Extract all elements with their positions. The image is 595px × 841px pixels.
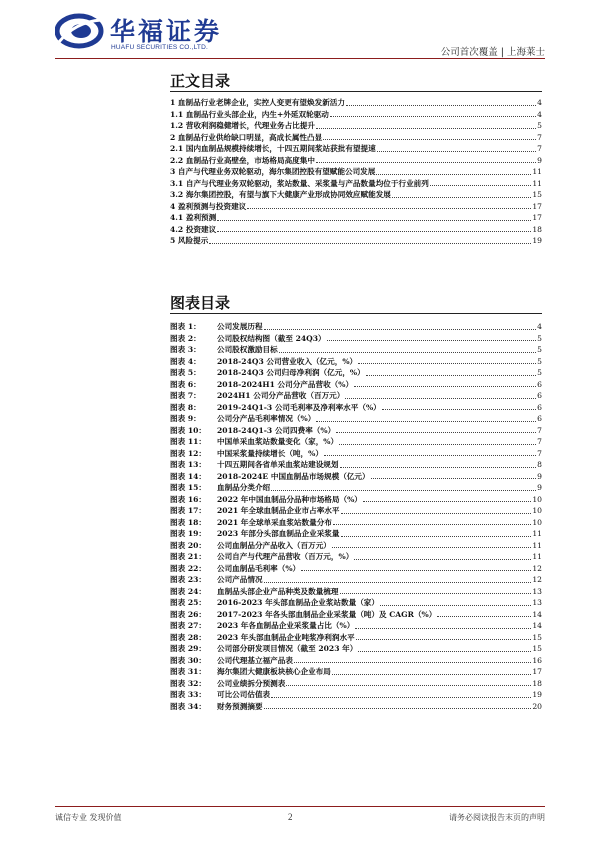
leader-dots: [358, 650, 531, 652]
leader-dots: [371, 477, 537, 479]
figure-entry-title: [170, 494, 362, 506]
figure-entry[interactable]: [170, 379, 542, 391]
leader-dots: [217, 230, 531, 232]
figure-entry-page: 5: [537, 345, 542, 354]
toc-entry[interactable]: [170, 109, 542, 121]
leader-dots: [301, 569, 531, 571]
figure-caption: 2021 年全球单采血浆站数量分布: [217, 517, 332, 527]
figure-entry[interactable]: [170, 620, 542, 632]
toc-entry-title: 4.1 盈利预测: [170, 213, 217, 222]
figure-caption: 公司股权结构图（截至 24Q3）: [217, 333, 326, 343]
leader-dots: [392, 196, 531, 198]
leader-dots: [333, 523, 531, 525]
figure-entry-page: 12: [532, 563, 542, 573]
figure-number: 图表 11：: [170, 437, 206, 446]
figure-entry[interactable]: [170, 574, 542, 586]
toc-entry-page: 17: [532, 213, 542, 222]
toc-entry[interactable]: [170, 224, 542, 236]
figure-entry-title: [170, 448, 323, 460]
leader-dots: [279, 351, 536, 353]
figure-entry[interactable]: [170, 367, 542, 379]
figure-entry-title: [170, 689, 270, 701]
leader-dots: [327, 339, 537, 341]
toc-entry[interactable]: [170, 132, 542, 144]
leader-dots: [264, 328, 537, 330]
figure-entry[interactable]: [170, 666, 542, 678]
figure-entry-title: [170, 390, 344, 402]
toc-entry-page: 4: [537, 109, 542, 119]
figure-entry-page: 20: [532, 701, 542, 711]
figure-entry-title: [170, 471, 370, 483]
figure-entry-page: 10: [532, 494, 542, 504]
figure-entry[interactable]: [170, 448, 542, 460]
leader-dots: [430, 184, 531, 186]
figure-caption: 公司血制品分产品收入（百万元）: [217, 540, 331, 550]
toc-entry-title: 3 自产与代理业务双轮驱动，海尔集团控股有望赋能公司发展: [170, 167, 376, 176]
figure-entry[interactable]: [170, 333, 542, 345]
toc-entry[interactable]: [170, 120, 542, 132]
report-type-label: 公司首次覆盖 | 上海莱士: [440, 47, 545, 58]
toc-entry-page: 7: [537, 132, 542, 142]
footer-divider: [55, 806, 545, 807]
figure-number: 图表 1：: [170, 322, 201, 331]
toc-entry[interactable]: [170, 189, 542, 201]
footer-slogan: 诚信专业 发现价值: [55, 813, 122, 822]
toc-entry-title: 2 血制品行业供给缺口明显，高成长属性凸显: [170, 132, 323, 142]
toc-entry[interactable]: [170, 178, 542, 190]
figure-entry-title: [170, 517, 332, 529]
figure-entry-page: 17: [532, 667, 542, 676]
figure-caption: 财务预测摘要: [217, 701, 263, 711]
footer-disclaimer: 请务必阅读报告末页的声明: [449, 813, 545, 822]
figure-caption: 公司分产品毛利率情况（%）: [217, 414, 316, 423]
figure-entry-page: 13: [532, 586, 542, 596]
figure-entry[interactable]: [170, 597, 542, 609]
toc-entry-title: 2.1 国内血制品规模持续增长，十四五期间浆站获批有望提速: [170, 144, 376, 153]
figure-entry-title: [170, 321, 263, 333]
figure-entry-title: [170, 344, 278, 356]
figure-entry-page: 15: [532, 644, 542, 653]
toc-entry[interactable]: [170, 235, 542, 247]
figure-entry[interactable]: [170, 425, 542, 437]
toc-entry-page: 18: [532, 224, 542, 234]
figure-entry[interactable]: [170, 689, 542, 701]
figure-number: 图表 6：: [170, 379, 201, 389]
figure-entry-title: [170, 609, 436, 621]
leader-dots: [358, 362, 536, 364]
leader-dots: [332, 673, 531, 675]
figure-number: 图表 34：: [170, 701, 206, 711]
figure-number: 图表 14：: [170, 471, 206, 481]
leader-dots: [340, 592, 532, 594]
toc-entry[interactable]: [170, 166, 542, 178]
figure-entry-title: [170, 655, 293, 667]
figure-entry-title: [170, 333, 326, 345]
logo-chinese-name: 华福证券: [110, 17, 223, 46]
toc-heading: 正文目录: [170, 72, 231, 90]
figure-entry-title: [170, 620, 354, 632]
logo-swirl-icon: [55, 12, 105, 50]
figure-entry-page: 10: [532, 506, 542, 515]
figure-entry-page: 14: [532, 609, 542, 619]
figure-entry-page: 5: [537, 333, 542, 343]
figure-entry[interactable]: [170, 528, 542, 540]
figure-entry-page: 13: [532, 598, 542, 607]
figure-caption: 2024H1 公司分产品营收（百万元）: [217, 391, 345, 400]
figure-number: 图表 3：: [170, 345, 201, 354]
leader-dots: [356, 638, 532, 640]
figure-caption: 2018-24Q1-3 公司四费率（%）: [217, 425, 336, 435]
leader-dots: [330, 115, 536, 117]
figure-caption: 2023 年各血制品企业采浆量占比（%）: [217, 621, 355, 630]
figure-entry[interactable]: [170, 643, 542, 655]
toc-entry[interactable]: [170, 143, 542, 155]
figure-list-heading-rule: [170, 313, 542, 314]
figure-entry-page: 9: [537, 483, 542, 492]
figure-number: 图表 25：: [170, 598, 206, 607]
leader-dots: [209, 242, 531, 244]
figure-list: [170, 321, 542, 712]
figure-entry-title: [170, 402, 381, 414]
figure-entry-title: [170, 551, 353, 563]
leader-dots: [316, 127, 536, 129]
toc-entry-title: 4.2 投资建议: [170, 224, 217, 234]
figure-entry-title: [170, 505, 340, 517]
leader-dots: [316, 420, 536, 422]
figure-entry[interactable]: [170, 482, 542, 494]
figure-entry[interactable]: [170, 540, 542, 552]
figure-entry-page: 9: [537, 471, 542, 481]
figure-number: 图表 9：: [170, 414, 201, 423]
toc-entry-page: 11: [532, 178, 542, 188]
figure-caption: 2017-2023 年各头部血制品企业采浆量（吨）及 CAGR（%）: [217, 609, 437, 619]
leader-dots: [271, 489, 536, 491]
toc-entry-title: 5 风险提示: [170, 236, 209, 245]
toc-entry-page: 5: [537, 121, 542, 130]
figure-number: 图表 8：: [170, 402, 201, 412]
leader-dots: [323, 138, 536, 140]
page-number: 2: [288, 812, 293, 822]
header-divider: [55, 58, 545, 59]
leader-dots: [376, 173, 531, 175]
leader-dots: [217, 219, 531, 221]
figure-entry-page: 7: [537, 437, 542, 446]
figure-entry[interactable]: [170, 609, 542, 621]
figure-caption: 公司代理基立福产品表: [217, 655, 293, 665]
figure-entry-title: [170, 459, 339, 471]
leader-dots: [341, 535, 532, 537]
toc-entry-title: 2.2 血制品行业高壁垒，市场格局高度集中: [170, 155, 315, 165]
figure-caption: 2018-24Q3 公司归母净利润（亿元，%）: [217, 368, 365, 377]
figure-number: 图表 29：: [170, 644, 206, 653]
figure-number: 图表 18：: [170, 517, 206, 527]
figure-entry-title: [170, 597, 379, 609]
figure-caption: 2018-24Q3 公司营业收入（亿元，%）: [217, 356, 358, 366]
leader-dots: [264, 707, 532, 709]
figure-entry[interactable]: [170, 321, 542, 333]
figure-caption: 公司业绩拆分预测表: [217, 678, 286, 688]
figure-number: 图表 12：: [170, 448, 206, 458]
leader-dots: [354, 385, 536, 387]
figure-caption: 血制品分类介绍: [217, 483, 271, 492]
figure-entry-title: [170, 356, 357, 368]
figure-entry-page: 4: [537, 322, 542, 331]
figure-number: 图表 30：: [170, 655, 206, 665]
toc-entry-page: 9: [537, 155, 542, 165]
figure-number: 图表 13：: [170, 460, 206, 469]
figure-entry[interactable]: [170, 586, 542, 598]
leader-dots: [339, 443, 536, 445]
figure-entry-title: [170, 563, 300, 575]
figure-caption: 2019-24Q1-3 公司毛利率及净利率水平（%）: [217, 402, 381, 412]
leader-dots: [363, 500, 531, 502]
figure-entry-page: 16: [532, 655, 542, 665]
toc-entry-title: 1.1 血制品行业头部企业，内生+外延双轮驱动: [170, 109, 329, 119]
figure-entry[interactable]: [170, 505, 542, 517]
leader-dots: [286, 684, 531, 686]
leader-dots: [264, 581, 532, 583]
leader-dots: [324, 454, 536, 456]
figure-number: 图表 10：: [170, 425, 206, 435]
figure-entry-page: 19: [532, 690, 542, 699]
figure-caption: 2018-2024E 中国血制品市场规模（亿元）: [217, 471, 370, 481]
figure-number: 图表 5：: [170, 368, 201, 377]
leader-dots: [354, 558, 531, 560]
figure-entry-page: 11: [532, 529, 542, 538]
figure-entry-title: [170, 425, 335, 437]
toc-entry[interactable]: [170, 212, 542, 224]
figure-entry[interactable]: [170, 402, 542, 414]
figure-entry[interactable]: [170, 413, 542, 425]
figure-entry-page: 14: [532, 621, 542, 630]
figure-entry-title: [170, 643, 357, 655]
figure-number: 图表 4：: [170, 356, 201, 366]
figure-entry-page: 6: [537, 379, 542, 389]
leader-dots: [340, 466, 537, 468]
leader-dots: [345, 397, 536, 399]
figure-number: 图表 22：: [170, 563, 206, 573]
figure-caption: 公司发展历程: [217, 322, 263, 331]
figure-number: 图表 32：: [170, 678, 206, 688]
toc-entry-title: 3.2 海尔集团控股，有望与旗下大健康产业形成协同效应赋能发展: [170, 190, 391, 199]
toc-entry-title: 1 血制品行业老牌企业，实控人变更有望焕发新活力: [170, 98, 345, 107]
figure-entry-page: 15: [532, 632, 542, 642]
figure-caption: 十四五期间各省单采血浆站建设规划: [217, 460, 339, 469]
figure-entry[interactable]: [170, 551, 542, 563]
figure-entry-title: [170, 540, 331, 552]
company-logo: [55, 12, 255, 56]
figure-entry-title: [170, 413, 315, 425]
figure-entry-title: [170, 701, 263, 713]
figure-entry-page: 5: [537, 368, 542, 377]
figure-entry-page: 7: [537, 425, 542, 435]
figure-entry[interactable]: [170, 655, 542, 667]
figure-caption: 公司产品情况: [217, 575, 263, 584]
leader-dots: [294, 661, 531, 663]
figure-entry-page: 7: [537, 448, 542, 458]
figure-entry-title: [170, 678, 285, 690]
figure-number: 图表 16：: [170, 494, 206, 504]
figure-entry-title: [170, 367, 365, 379]
figure-entry[interactable]: [170, 678, 542, 690]
figure-entry-title: [170, 632, 355, 644]
figure-entry-page: 18: [532, 678, 542, 688]
figure-entry-title: [170, 436, 338, 448]
figure-entry-page: 6: [537, 402, 542, 412]
page-header: [55, 8, 545, 58]
figure-caption: 中国采浆量持续增长（吨，%）: [217, 448, 323, 458]
figure-number: 图表 23：: [170, 575, 206, 584]
leader-dots: [382, 408, 536, 410]
figure-caption: 公司自产与代理产品营收（百万元，%）: [217, 552, 354, 561]
figure-entry-title: [170, 666, 331, 678]
figure-caption: 公司血制品毛利率（%）: [217, 563, 301, 573]
figure-number: 图表 19：: [170, 529, 206, 538]
leader-dots: [346, 104, 536, 106]
figure-caption: 2021 年全球血制品企业市占率水平: [217, 506, 340, 515]
toc-entry-page: 17: [532, 201, 542, 211]
figure-entry[interactable]: [170, 701, 542, 713]
figure-number: 图表 28：: [170, 632, 206, 642]
figure-caption: 2018-2024H1 公司分产品营收（%）: [217, 379, 354, 389]
toc-entry-page: 7: [537, 144, 542, 153]
figure-entry-title: [170, 379, 353, 391]
figure-entry[interactable]: [170, 471, 542, 483]
figure-caption: 海尔集团大健康板块核心企业布局: [217, 667, 331, 676]
leader-dots: [366, 374, 536, 376]
leader-dots: [377, 150, 536, 152]
figure-caption: 血制品头部企业产品种类及数量梳理: [217, 586, 339, 596]
figure-entry-page: 5: [537, 356, 542, 366]
toc-entry-title: 3.1 自产与代理业务双轮驱动，浆站数量、采浆量与产品数量均位于行业前列: [170, 178, 429, 188]
figure-entry-page: 6: [537, 391, 542, 400]
figure-number: 图表 2：: [170, 333, 201, 343]
figure-entry[interactable]: [170, 344, 542, 356]
figure-number: 图表 26：: [170, 609, 206, 619]
figure-entry-page: 11: [532, 540, 542, 550]
figure-entry[interactable]: [170, 517, 542, 529]
figure-entry-title: [170, 528, 340, 540]
leader-dots: [271, 696, 531, 698]
logo-english-name: HUAFU SECURITIES CO.,LTD.: [111, 44, 208, 51]
figure-number: 图表 7：: [170, 391, 201, 400]
figure-entry-page: 11: [532, 552, 542, 561]
figure-entry-page: 12: [532, 575, 542, 584]
figure-caption: 中国单采血浆站数量变化（家，%）: [217, 437, 339, 446]
table-of-contents: [170, 97, 542, 247]
figure-number: 图表 17：: [170, 506, 206, 515]
figure-entry-title: [170, 574, 263, 586]
figure-entry-title: [170, 586, 339, 598]
figure-number: 图表 21：: [170, 552, 206, 561]
figure-entry[interactable]: [170, 563, 542, 575]
figure-entry[interactable]: [170, 356, 542, 368]
leader-dots: [355, 627, 531, 629]
figure-entry-page: 8: [537, 460, 542, 469]
figure-entry[interactable]: [170, 390, 542, 402]
figure-list-heading: 图表目录: [170, 294, 231, 312]
toc-entry-title: 4 盈利预测与投资建议: [170, 201, 247, 211]
figure-number: 图表 15：: [170, 483, 206, 492]
figure-caption: 2023 年部分头部血制品企业采浆量: [217, 529, 340, 538]
leader-dots: [247, 207, 531, 209]
figure-number: 图表 27：: [170, 621, 206, 630]
toc-entry-page: 11: [532, 167, 542, 176]
figure-number: 图表 33：: [170, 690, 206, 699]
figure-caption: 2022 年中国血制品分品种市场格局（%）: [217, 494, 362, 504]
figure-caption: 公司股权激励目标: [217, 345, 278, 354]
leader-dots: [336, 431, 536, 433]
leader-dots: [380, 604, 531, 606]
toc-entry-page: 4: [537, 98, 542, 107]
figure-caption: 2016-2023 年头部血制品企业浆站数量（家）: [217, 598, 379, 607]
toc-entry-page: 19: [532, 236, 542, 245]
toc-entry[interactable]: [170, 97, 542, 109]
leader-dots: [437, 615, 531, 617]
figure-entry-title: [170, 482, 270, 494]
figure-entry-page: 6: [537, 414, 542, 423]
figure-number: 图表 31：: [170, 667, 206, 676]
toc-entry-title: 1.2 营收利润稳健增长，代理业务占比提升: [170, 121, 315, 130]
figure-entry-page: 10: [532, 517, 542, 527]
figure-number: 图表 20：: [170, 540, 206, 550]
leader-dots: [316, 161, 536, 163]
figure-number: 图表 24：: [170, 586, 206, 596]
leader-dots: [341, 512, 532, 514]
toc-entry-page: 15: [532, 190, 542, 199]
leader-dots: [332, 546, 531, 548]
toc-entry[interactable]: [170, 201, 542, 213]
figure-caption: 公司部分研发项目情况（截至 2023 年）: [217, 644, 358, 653]
figure-caption: 可比公司估值表: [217, 690, 271, 699]
toc-heading-rule: [170, 91, 542, 92]
figure-entry[interactable]: [170, 436, 542, 448]
figure-entry[interactable]: [170, 459, 542, 471]
figure-entry[interactable]: [170, 632, 542, 644]
figure-entry[interactable]: [170, 494, 542, 506]
figure-caption: 2023 年头部血制品企业吨浆净利润水平: [217, 632, 355, 642]
toc-entry[interactable]: [170, 155, 542, 167]
